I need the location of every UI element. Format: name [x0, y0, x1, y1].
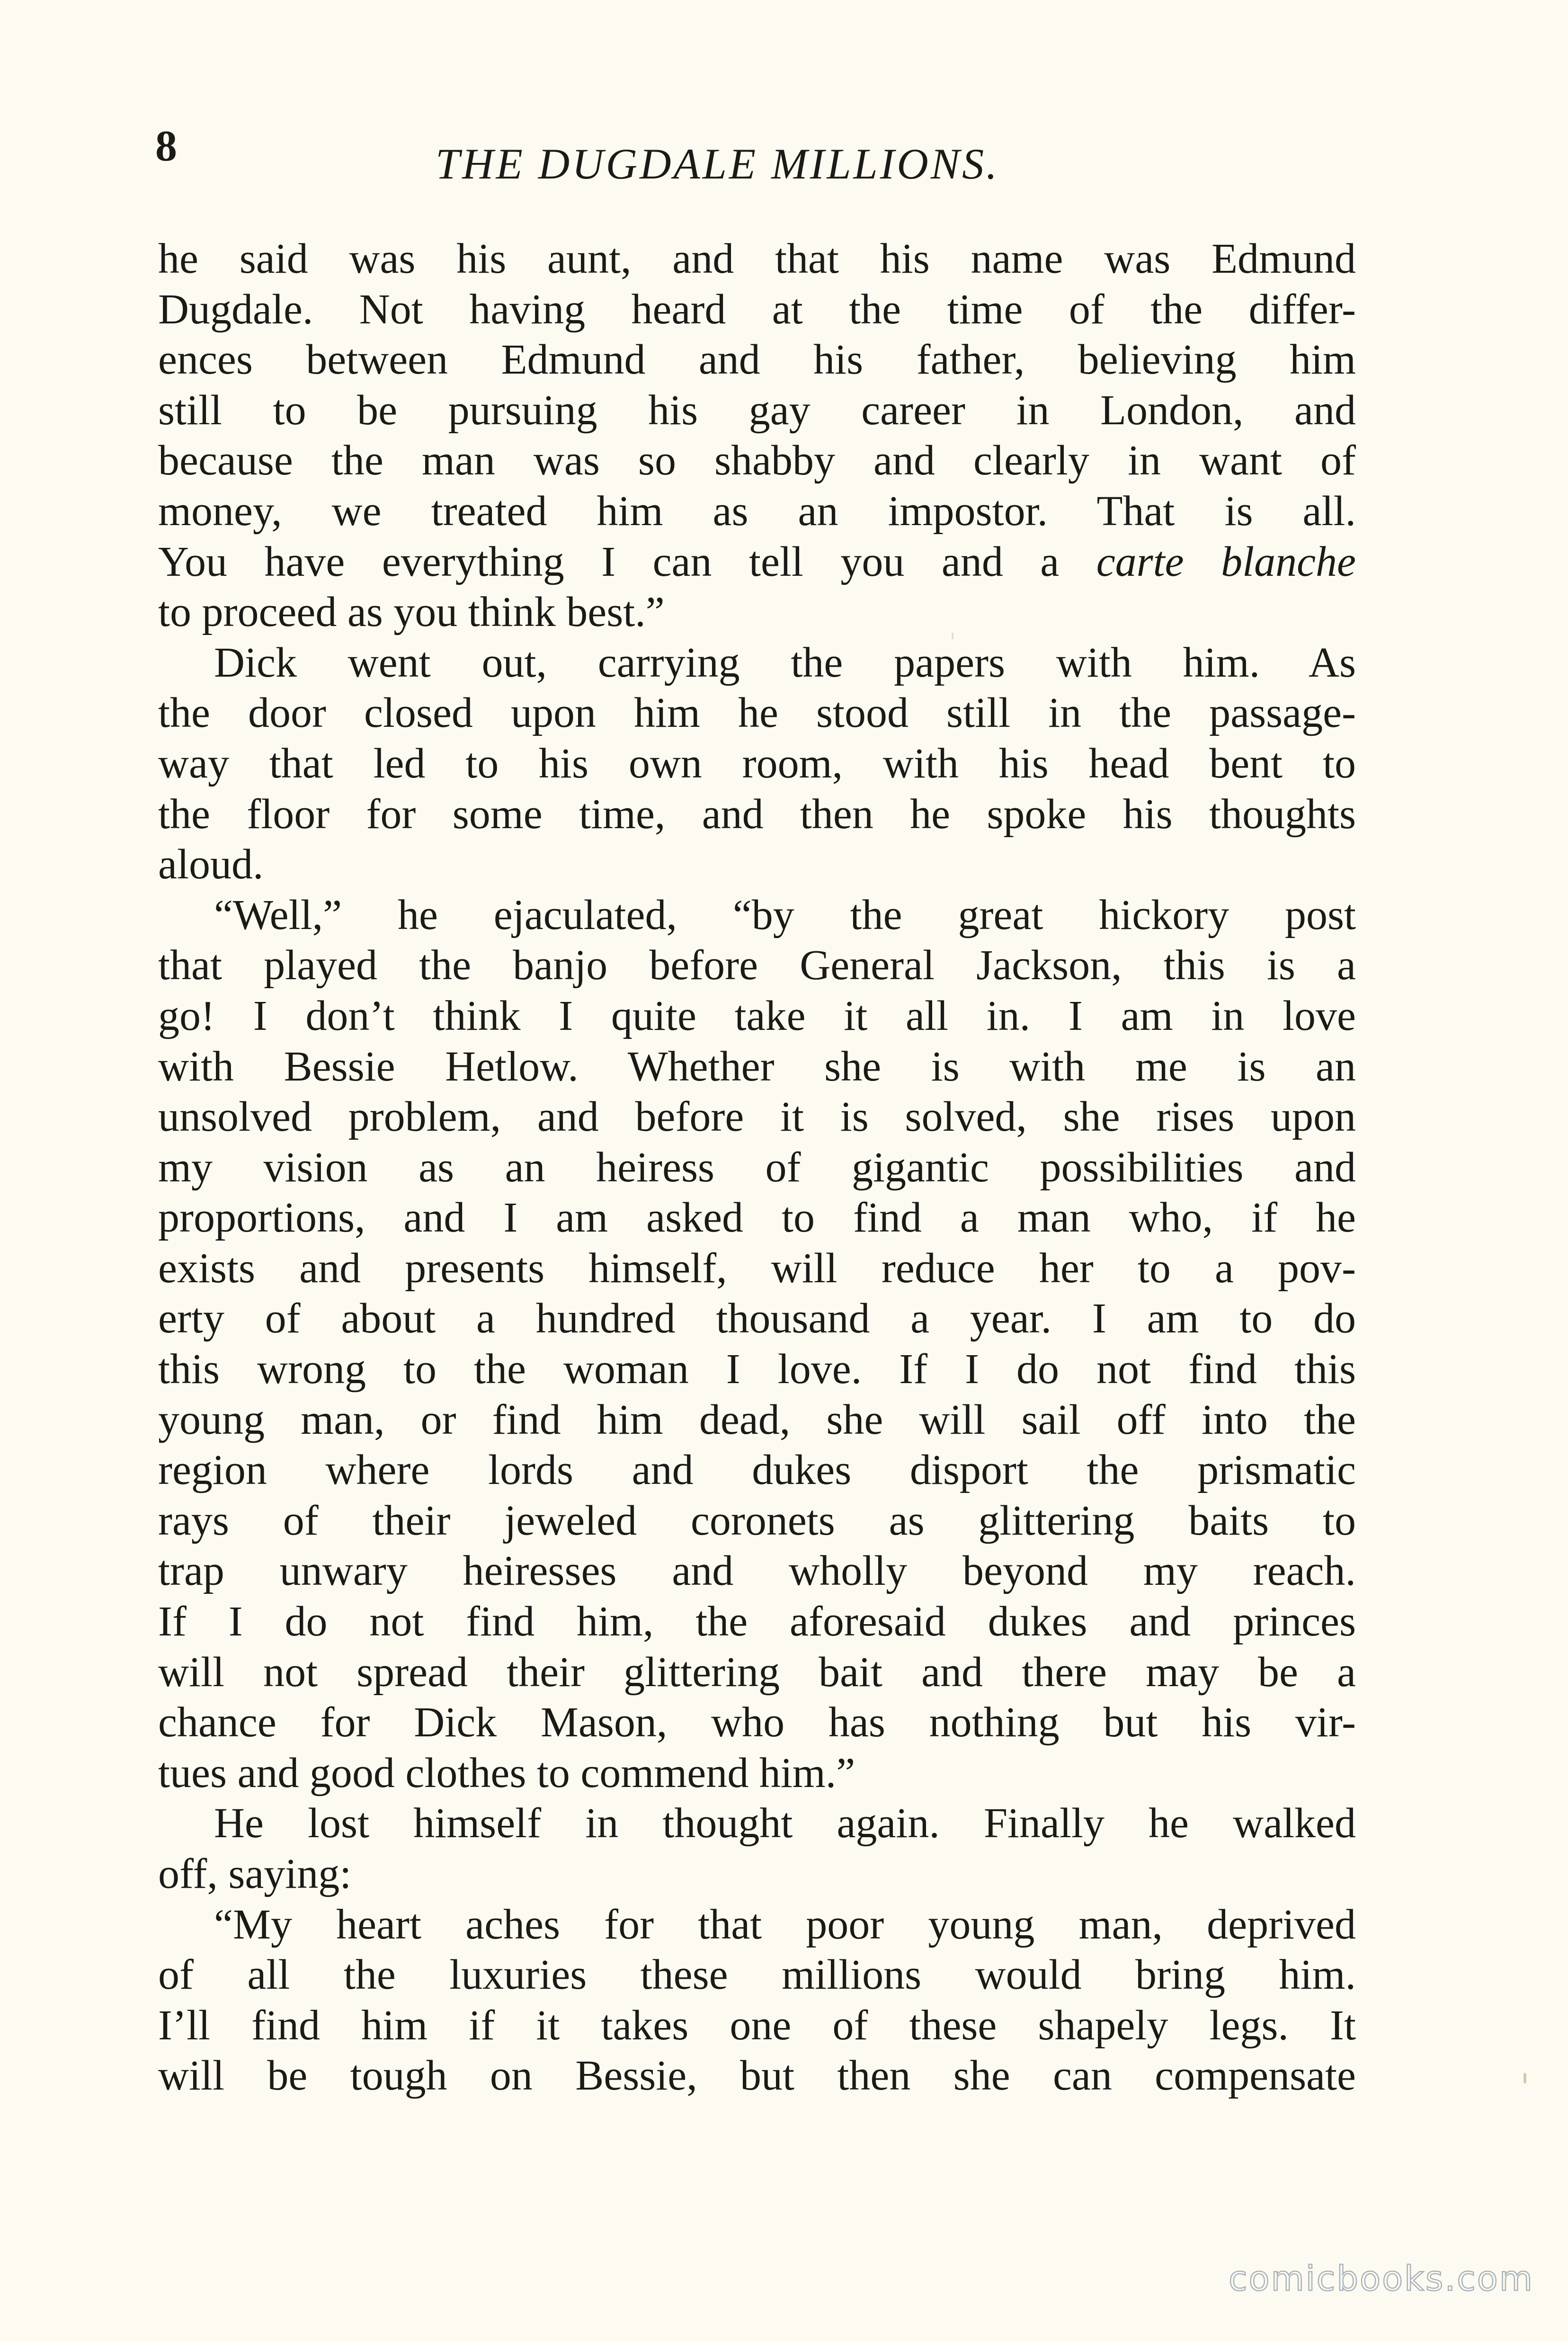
text-line: because the man was so shabby and clearly in want of: [158, 437, 1356, 484]
paper-speck: [952, 633, 953, 639]
text-line: with Bessie Hetlow. Whether she is with me is an: [158, 1043, 1356, 1090]
text-line: the floor for some time, and then he spoke his thoughts: [158, 790, 1356, 838]
italic-phrase: carte blanche: [1096, 538, 1356, 585]
text-line: my vision as an heiress of gigantic possibilities and: [158, 1144, 1356, 1191]
text-line: will be tough on Bessie, but then she can compensate: [158, 2052, 1356, 2100]
text-line: chance for Dick Mason, who has nothing but his vir-: [158, 1699, 1356, 1746]
text-line: exists and presents himself, will reduce her to a pov-: [158, 1244, 1356, 1292]
watermark-text: comicbooks.com: [1228, 2259, 1534, 2298]
paper-speck: [1523, 2073, 1526, 2083]
text-line: tues and good clothes to commend him.”: [158, 1749, 855, 1796]
text-line: he said was his aunt, and that his name was Edmund: [158, 235, 1356, 282]
text-line: the door closed upon him he stood still in the passage-: [158, 689, 1356, 737]
text-line: If I do not find him, the aforesaid dukes and princes: [158, 1598, 1356, 1645]
text-line: I’ll find him if it takes one of these shapely legs. It: [158, 2001, 1356, 2049]
page-number: 8: [155, 122, 177, 170]
text-line: go! I don’t think I quite take it all in. I am in love: [158, 992, 1356, 1039]
text-line: rays of their jeweled coronets as glittering baits to: [158, 1497, 1356, 1544]
text-line: “Well,” he ejaculated, “by the great hickory post: [214, 891, 1356, 938]
text-line: proportions, and I am asked to find a man who, if he: [158, 1194, 1356, 1242]
text-line: that played the banjo before General Jackson, this is a: [158, 942, 1356, 989]
text-segment: You have everything I can tell you and a: [158, 538, 1096, 585]
text-line: off, saying:: [158, 1850, 352, 1897]
text-line: region where lords and dukes disport the prismatic: [158, 1447, 1356, 1494]
text-line: will not spread their glittering bait and there may be a: [158, 1648, 1356, 1696]
text-line: to proceed as you think best.”: [158, 589, 665, 636]
text-line: ences between Edmund and his father, believing him: [158, 336, 1356, 384]
text-line: erty of about a hundred thousand a year. I am to do: [158, 1295, 1356, 1342]
text-line: young man, or find him dead, she will sail off into the: [158, 1396, 1356, 1443]
text-line: He lost himself in thought again. Finally he walked: [214, 1800, 1356, 1847]
text-line: still to be pursuing his gay career in London, and: [158, 386, 1356, 434]
text-line: Dugdale. Not having heard at the time of the differ-: [158, 286, 1356, 333]
running-title: THE DUGDALE MILLIONS.: [436, 140, 1000, 188]
text-line: aloud.: [158, 841, 264, 888]
body-text: [158, 234, 1356, 2101]
text-line: way that led to his own room, with his head bent to: [158, 740, 1356, 787]
text-line: trap unwary heiresses and wholly beyond my reach.: [158, 1547, 1356, 1595]
text-line: [158, 537, 1356, 588]
text-line: of all the luxuries these millions would bring him.: [158, 1951, 1356, 1999]
text-line: money, we treated him as an impostor. That is all.: [158, 487, 1356, 535]
text-line: “My heart aches for that poor young man, deprived: [214, 1901, 1356, 1948]
text-line: this wrong to the woman I love. If I do not find this: [158, 1346, 1356, 1393]
text-line: Dick went out, carrying the papers with him. As: [214, 639, 1356, 686]
text-line: unsolved problem, and before it is solved, she rises upon: [158, 1093, 1356, 1141]
